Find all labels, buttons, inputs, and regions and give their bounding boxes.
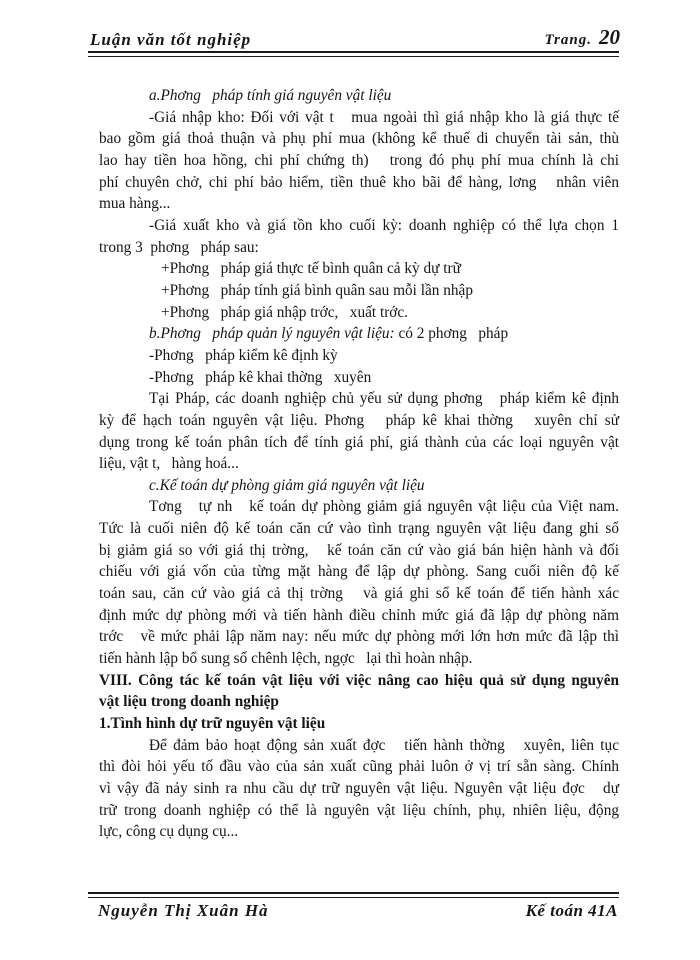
text-line (99, 583, 619, 605)
header-page-indicator (544, 25, 620, 50)
text-line (99, 821, 619, 843)
text-line (99, 367, 619, 389)
text-run: liệu, vật t, hàng hoá... (99, 455, 239, 473)
text-run: c.Kế toán dự phòng giảm giá nguyên vật liệu (149, 476, 425, 494)
header-rule (88, 51, 619, 57)
header-title: Luận văn tốt nghiệp (90, 30, 252, 49)
text-run: VIII. Công tác kế toán vật liệu với việc nâng cao hiệu quả sử dụng nguyên (99, 671, 619, 689)
text-run: Tại Pháp, các doanh nghiệp chủ yếu sử dụng phơng pháp kiểm kê định (149, 390, 619, 408)
text-run: -Giá xuất kho và giá tồn kho cuối kỳ: doanh nghiệp có thể lựa chọn 1 (149, 216, 619, 234)
text-line (99, 540, 619, 562)
text-line (99, 388, 619, 410)
footer-rule (88, 892, 619, 898)
text-run: mua hàng... (99, 195, 171, 213)
text-run: +Phơng pháp tính giá bình quân sau mỗi lần nhập (161, 281, 473, 299)
text-run: thì đòi hỏi yếu tố đầu vào của sản xuất cũng phải luôn ở vị trí sẵn sàng. Chính (99, 758, 619, 776)
text-run: trong 3 phơng pháp sau: (99, 238, 259, 256)
text-line (99, 475, 619, 497)
text-run: trớc về mức phải lập năm nay: nếu mức dự phòng mới lớn hơn mức đã lập thì (99, 628, 619, 646)
text-run: b.Phơng pháp quản lý nguyên vật liệu: (149, 325, 395, 343)
text-run: dụng trong kế toán phân tích để tính giá phí, giá thành của các loại nguyên vật (99, 433, 619, 451)
text-run: tiến hành lập bổ sung số chênh lệch, ngợc lại thì hoàn nhập. (99, 650, 473, 668)
footer-author: Nguyễn Thị Xuân Hà (98, 901, 269, 920)
text-line (99, 302, 619, 324)
text-run: có 2 phơng pháp (394, 325, 509, 343)
text-line (99, 648, 619, 670)
text-line (99, 215, 619, 237)
text-line (99, 496, 619, 518)
text-line (99, 323, 619, 345)
text-line (99, 626, 619, 648)
text-run: chiếu với giá vốn của từng mặt hàng để lập dự phòng. Sang cuối niên độ kế (99, 563, 619, 581)
text-line (99, 561, 619, 583)
text-run: Tơng tự nh kế toán dự phòng giảm giá nguyên vật liệu của Việt nam. (149, 498, 619, 516)
text-run: định mức dự phòng mới và tiến hành điều chỉnh mức giá đã lập dự phòng năm (99, 606, 619, 624)
text-run: +Phơng pháp giá nhập trớc, xuất trớc. (161, 303, 408, 321)
text-run: toán sau, căn cứ vào giá cả thị trờng và giá ghi sổ kế toán để tiến hành xác (99, 585, 619, 603)
text-run: -Giá nhập kho: Đối với vật t mua ngoài thì giá nhập kho là giá thực tế (149, 108, 619, 126)
document-body (99, 85, 619, 843)
footer-class: Kế toán 41A (525, 901, 618, 920)
text-line (99, 605, 619, 627)
text-line (99, 432, 619, 454)
page-number: 20 (599, 25, 620, 49)
text-run: vì vậy đã nảy sinh ra nhu cầu dự trữ nguyên vật liệu. Nguyên vật liệu đợc dự (99, 780, 619, 797)
text-line (99, 453, 619, 475)
text-line (99, 735, 619, 757)
text-run: phí chuyên chở, chi phí bảo hiểm, tiền thuê kho bãi để hàng, lơng nhân viên (99, 173, 619, 191)
text-run: -Phơng pháp kiểm kê định kỳ (149, 346, 338, 364)
text-line (99, 258, 619, 280)
text-line (99, 518, 619, 540)
text-line (99, 193, 619, 215)
text-line (99, 691, 619, 713)
text-line (99, 237, 619, 259)
text-line (99, 713, 619, 735)
text-line (99, 778, 619, 800)
text-run: trữ trong doanh nghiệp có thể là nguyên vật liệu chính, phụ, nhiên liệu, động (99, 801, 619, 819)
text-line (99, 172, 619, 194)
text-line (99, 85, 619, 107)
text-line (99, 756, 619, 778)
text-line (99, 345, 619, 367)
text-run: a.Phơng pháp tính giá nguyên vật liệu (149, 87, 392, 104)
text-line (99, 107, 619, 129)
text-run: lực, công cụ dụng cụ... (99, 823, 239, 841)
text-line (99, 800, 619, 822)
text-line (99, 670, 619, 692)
text-run: kỳ để hạch toán nguyên vật liệu. Phơng pháp kê khai thờng xuyên chỉ sử (99, 411, 619, 429)
text-line (99, 280, 619, 302)
text-line (99, 128, 619, 150)
text-run: bị giảm giá so với giá thị trờng, kế toán căn cứ vào giá bán hiện hành và đối (99, 541, 619, 559)
text-line (99, 410, 619, 432)
text-line (99, 150, 619, 172)
text-run: vật liệu trong doanh nghiệp (99, 693, 279, 711)
page-label: Trang. (544, 32, 592, 48)
text-run: bao gồm giá thoả thuận và phụ phí mua (không kể thuế di chuyển tài sản, thù (99, 130, 619, 148)
text-run: +Phơng pháp giá thực tế bình quân cả kỳ dự trữ (161, 260, 461, 278)
text-run: Để đảm bảo hoạt động sản xuất đợc tiến hành thờng xuyên, liên tục (149, 736, 619, 754)
text-run: lao hay tiền hoa hồng, chi phí chứng th) trong đó phụ phí mua chính là chi (99, 151, 619, 169)
text-run: -Phơng pháp kê khai thờng xuyên (149, 368, 372, 386)
text-run: Tức là cuối niên độ kế toán căn cứ vào tình trạng nguyên vật liệu đang ghi sổ (99, 520, 619, 538)
text-run: 1.Tình hình dự trữ nguyên vật liệu (99, 715, 326, 733)
